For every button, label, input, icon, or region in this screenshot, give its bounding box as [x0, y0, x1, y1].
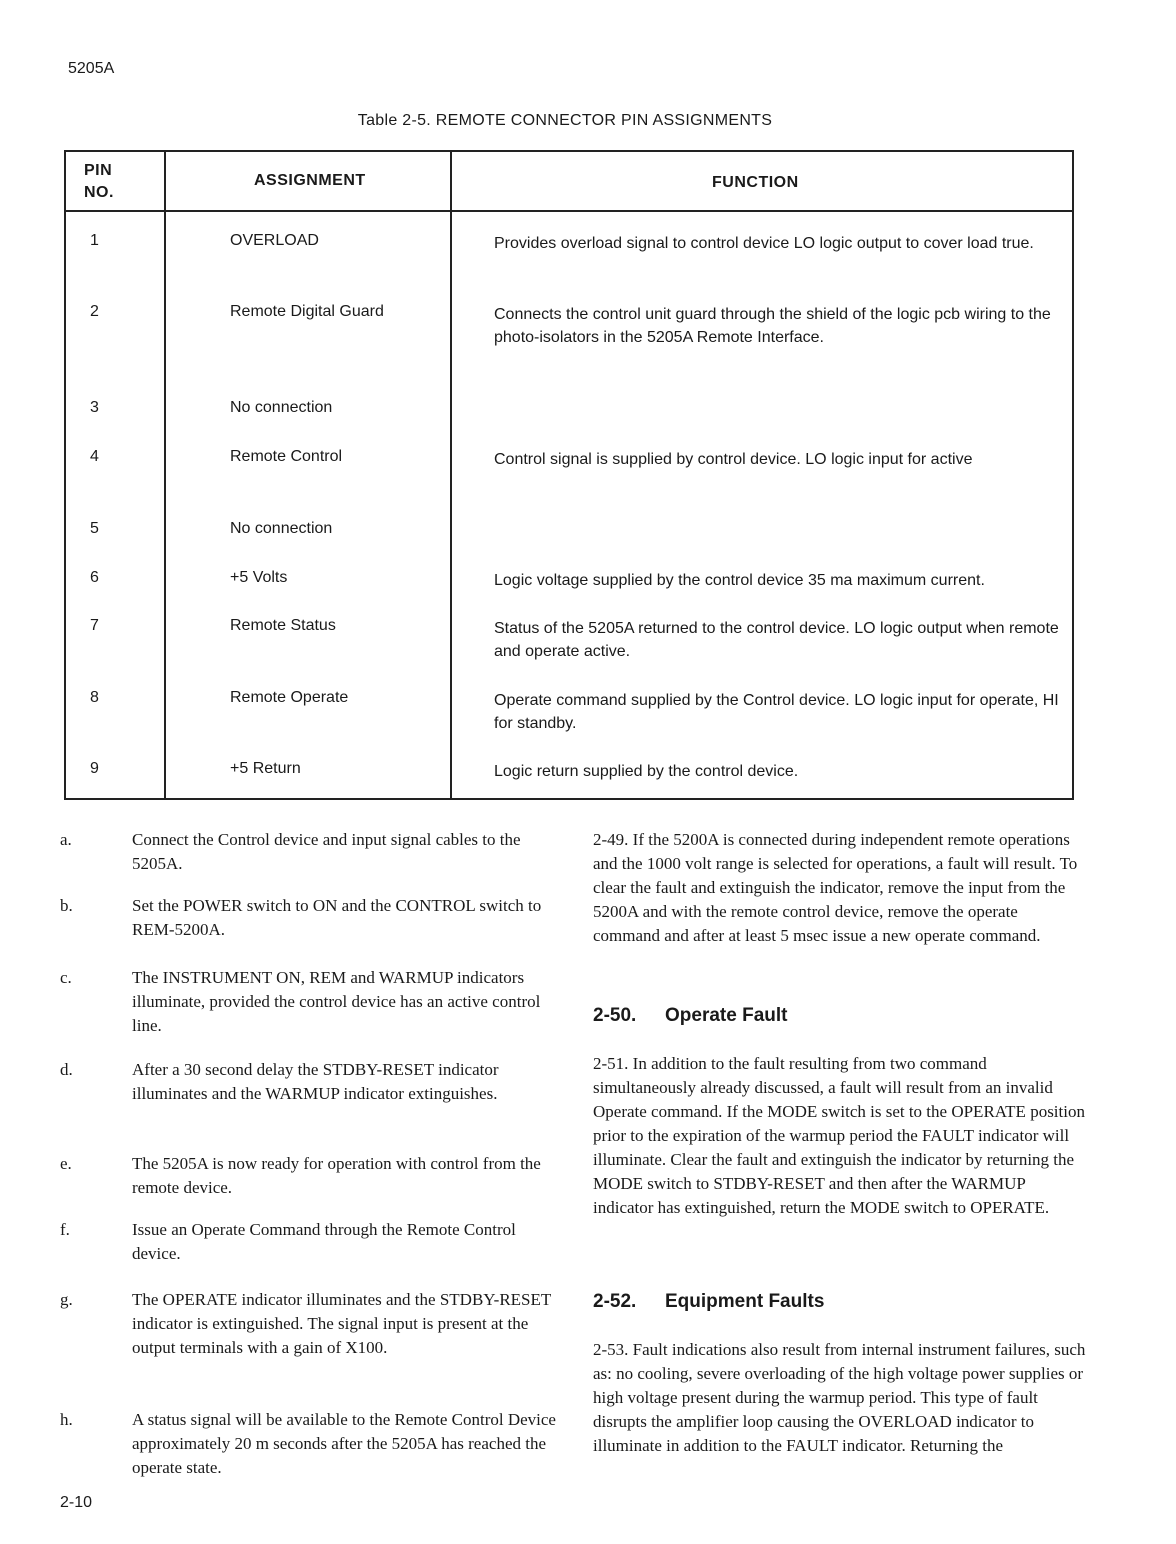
- pin-number: 4: [90, 448, 99, 465]
- pin-function: Provides overload signal to control device LO logic output to cover load true.: [494, 235, 1034, 252]
- step-letter: h.: [60, 1410, 73, 1429]
- pin-assignment: Remote Control: [230, 448, 343, 465]
- step-letter: a.: [60, 830, 72, 849]
- step-letter: f.: [60, 1220, 70, 1239]
- step-letter: g.: [60, 1290, 73, 1309]
- step-text: Issue an Operate Command through the Remote Control device.: [132, 1220, 516, 1263]
- pin-number: 2: [90, 303, 99, 320]
- step-text: A status signal will be available to the Remote Control Device approximately 20 m seconds after the 5205A has reached the operate state.: [132, 1410, 556, 1477]
- column-header-pin: PIN NO.: [84, 162, 114, 201]
- header-divider: [66, 210, 1072, 212]
- pin-assignment: No connection: [230, 399, 333, 416]
- table-title: Table 2-5. REMOTE CONNECTOR PIN ASSIGNMENTS: [357, 112, 773, 129]
- paragraph-2-51: 2-51. In addition to the fault resulting from two command simultaneously already discussed, a fault will result from an invalid Operate command. If the MODE switch is set to the OPERATE position prior to the expiration of the warmup period the FAULT indicator will illuminate. Clear the fault and extinguish the indicator by returning the MODE switch to STDBY-RESET and then after the WARMUP indicator has extinguished, return the MODE switch to OPERATE.: [593, 1054, 1085, 1217]
- column-header-function: FUNCTION: [712, 174, 799, 191]
- page-number: 2-10: [60, 1494, 93, 1511]
- step-text: Connect the Control device and input signal cables to the 5205A.: [132, 830, 521, 873]
- heading-2-52: [593, 1290, 824, 1314]
- pin-number: 6: [90, 569, 99, 586]
- pin-number: 8: [90, 689, 99, 706]
- pin-assignment-table: [64, 150, 1074, 800]
- pin-function: Operate command supplied by the Control device. LO logic input for operate, HI for standby.: [494, 692, 1059, 732]
- section-title: Operate Fault: [665, 1005, 788, 1026]
- pin-assignment: No connection: [230, 520, 333, 537]
- heading-2-50: [593, 1004, 787, 1028]
- column-divider: [164, 152, 166, 798]
- pin-number: 9: [90, 760, 99, 777]
- pin-number: 5: [90, 520, 99, 537]
- pin-assignment: Remote Operate: [230, 689, 349, 706]
- pin-number: 7: [90, 617, 99, 634]
- pin-function: Connects the control unit guard through the shield of the logic pcb wiring to the photo-isolators in the 5205A Remote Interface.: [494, 306, 1051, 346]
- pin-assignment: Remote Status: [230, 617, 336, 634]
- pin-function: Logic voltage supplied by the control device 35 ma maximum current.: [494, 572, 985, 589]
- step-text: The OPERATE indicator illuminates and the STDBY-RESET indicator is extinguished. The signal input is present at the output terminals with a gain of X100.: [132, 1290, 551, 1357]
- step-text: The 5205A is now ready for operation with control from the remote device.: [132, 1154, 541, 1197]
- step-letter: b.: [60, 896, 73, 915]
- step-letter: d.: [60, 1060, 73, 1079]
- paragraph-2-53: 2-53. Fault indications also result from internal instrument failures, such as: no cooling, severe overloading of the high voltage power supplies or high voltage present during the warmup period. This type of fault disrupts the amplifier loop causing the OVERLOAD indicator to illuminate in addition to the FAULT indicator. Returning the: [593, 1340, 1086, 1455]
- pin-assignment: +5 Volts: [230, 569, 288, 586]
- pin-assignment: OVERLOAD: [230, 232, 319, 249]
- section-number: 2-50.: [593, 1005, 637, 1026]
- column-header-assignment: ASSIGNMENT: [254, 172, 366, 189]
- pin-number: 1: [90, 232, 99, 249]
- pin-function: Control signal is supplied by control device. LO logic input for active: [494, 451, 973, 468]
- pin-assignment: Remote Digital Guard: [230, 303, 384, 320]
- pin-function: Status of the 5205A returned to the control device. LO logic output when remote and operate active.: [494, 620, 1059, 660]
- section-title: Equipment Faults: [665, 1291, 825, 1312]
- step-text: Set the POWER switch to ON and the CONTROL switch to REM-5200A.: [132, 896, 542, 939]
- step-text: The INSTRUMENT ON, REM and WARMUP indicators illuminate, provided the control device has an active control line.: [132, 968, 541, 1035]
- step-letter: c.: [60, 968, 72, 987]
- paragraph-2-49: 2-49. If the 5200A is connected during independent remote operations and the 1000 volt range is selected for operations, a fault will result. To clear the fault and extinguish the indicator, remove the input from the 5200A and with the remote control device, remove the operate command and after at least 5 msec issue a new operate command.: [593, 830, 1078, 945]
- pin-assignment: +5 Return: [230, 760, 301, 777]
- model-number: 5205A: [68, 60, 115, 77]
- step-letter: e.: [60, 1154, 72, 1173]
- section-number: 2-52.: [593, 1291, 637, 1312]
- step-text: After a 30 second delay the STDBY-RESET indicator illuminates and the WARMUP indicator extinguishes.: [132, 1060, 499, 1103]
- pin-number: 3: [90, 399, 99, 416]
- pin-function: Logic return supplied by the control device.: [494, 763, 799, 780]
